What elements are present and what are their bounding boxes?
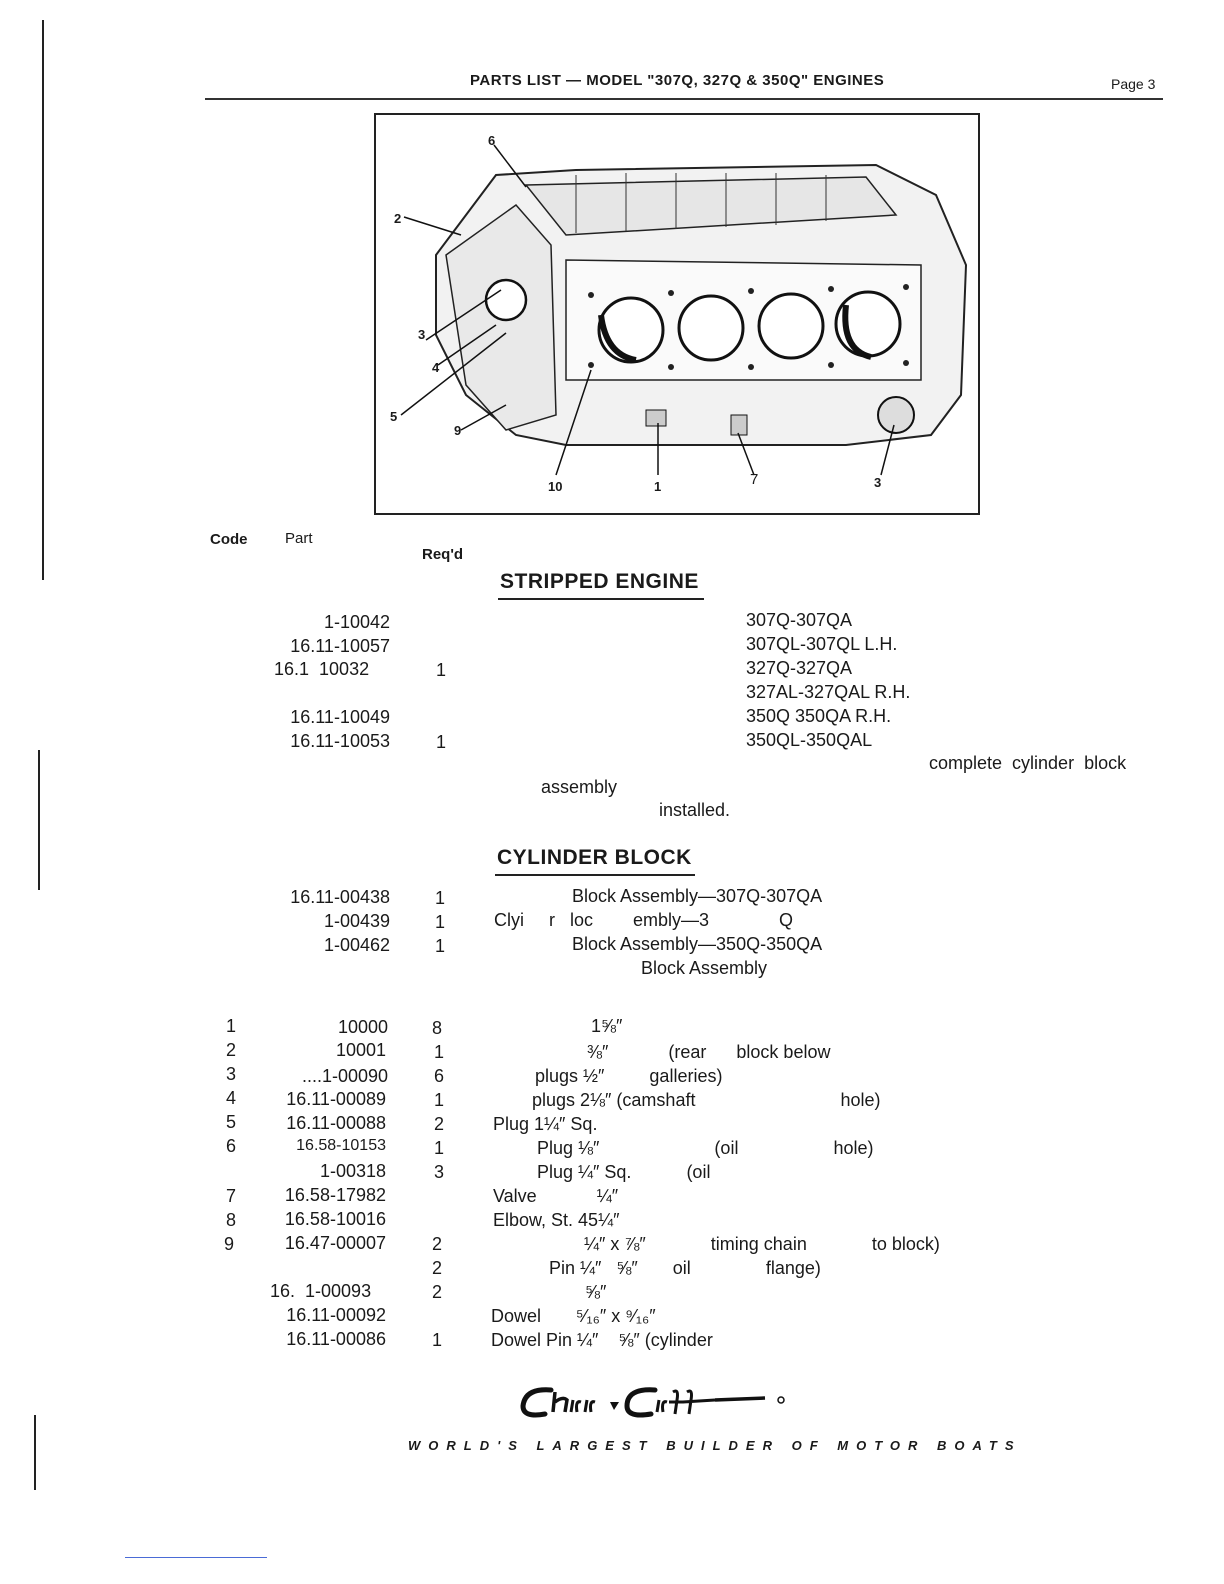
model-name: 350QL-350QAL xyxy=(746,730,873,750)
qty-required: 1 xyxy=(435,912,446,932)
page-number: Page 3 xyxy=(1111,76,1156,92)
part-description: Block Assembly xyxy=(641,958,768,978)
qty-required: 6 xyxy=(434,1066,445,1086)
part-number: 16.1 10032 xyxy=(274,659,370,679)
part-number: 10000 xyxy=(337,1017,388,1037)
part-number: 16.11-10049 xyxy=(290,707,390,727)
item-code: 5 xyxy=(226,1112,237,1132)
qty-required: 2 xyxy=(432,1234,443,1254)
qty-required: 2 xyxy=(432,1258,443,1278)
qty-required: 3 xyxy=(434,1162,445,1182)
part-description: Clyi r loc embly—3 Q xyxy=(494,910,794,930)
model-name: 350Q 350QA R.H. xyxy=(746,706,892,726)
part-description: Elbow, St. 45¼″ xyxy=(493,1210,620,1230)
part-number: 16. 1-00093 xyxy=(270,1281,372,1301)
qty-required: 1 xyxy=(436,660,447,680)
engine-block-illustration xyxy=(376,115,978,513)
part-number: 16.11-10053 xyxy=(290,731,390,751)
item-code: 8 xyxy=(226,1210,237,1230)
item-code: 2 xyxy=(226,1040,237,1060)
part-number: 16.11-10057 xyxy=(290,636,390,656)
callout-3-rear: 3 xyxy=(874,475,882,490)
model-name: 327Q-327QA xyxy=(746,658,853,678)
section-underline xyxy=(498,598,704,600)
column-header-code: Code xyxy=(210,531,248,548)
qty-required: 1 xyxy=(432,1330,443,1350)
callout-10: 10 xyxy=(548,479,563,494)
item-code: 4 xyxy=(226,1088,237,1108)
part-description: plugs 2⅛″ (camshaft hole) xyxy=(532,1090,881,1110)
part-number: 16.11-00088 xyxy=(286,1113,386,1133)
callout-4: 4 xyxy=(432,360,440,375)
callout-7: 7 xyxy=(750,471,759,488)
scan-margin-line xyxy=(38,750,40,890)
callout-6: 6 xyxy=(488,133,496,148)
callout-1: 1 xyxy=(654,479,662,494)
item-code: 3 xyxy=(226,1064,237,1084)
part-number: 1-00462 xyxy=(323,935,390,955)
logo-script-mark xyxy=(515,1378,795,1424)
stripped-engine-note: installed. xyxy=(659,800,731,820)
header-rule xyxy=(205,98,1163,100)
item-code: 1 xyxy=(226,1016,237,1036)
part-number: 16.58-10016 xyxy=(284,1209,386,1229)
scan-margin-line xyxy=(42,20,44,580)
model-name: 307QL-307QL L.H. xyxy=(746,634,898,654)
part-description: 1⅝″ xyxy=(591,1016,623,1036)
item-code: 6 xyxy=(226,1136,237,1156)
section-title-stripped-engine: STRIPPED ENGINE xyxy=(500,570,699,593)
part-number: 10001 xyxy=(335,1040,386,1060)
part-number: 1-10042 xyxy=(323,612,390,632)
stripped-engine-note: assembly xyxy=(541,777,618,797)
part-description: Plug ⅛″ (oil hole) xyxy=(537,1138,874,1158)
qty-required: 1 xyxy=(436,732,447,752)
qty-required: 2 xyxy=(434,1114,445,1134)
part-number: 1-00439 xyxy=(323,911,390,931)
chris-craft-logo xyxy=(515,1378,795,1424)
part-description: Dowel ⁵⁄₁₆″ x ⁹⁄₁₆″ xyxy=(491,1306,656,1326)
part-description: Block Assembly—350Q-350QA xyxy=(572,934,823,954)
callout-5: 5 xyxy=(390,409,398,424)
stripped-engine-note: complete cylinder block xyxy=(929,753,1127,773)
column-header-part: Part xyxy=(285,530,313,547)
part-description: ⅜″ (rear block below xyxy=(587,1042,831,1062)
part-description: Block Assembly—307Q-307QA xyxy=(572,886,823,906)
model-name: 327AL-327QAL R.H. xyxy=(746,682,911,702)
part-description: Pin ¼″ ⅝″ oil flange) xyxy=(549,1258,821,1278)
part-number: 16.11-00086 xyxy=(286,1329,386,1349)
qty-required: 1 xyxy=(434,1090,445,1110)
page-header-title: PARTS LIST — MODEL "307Q, 327Q & 350Q" ENGINES xyxy=(470,72,885,89)
part-number: 16.58-17982 xyxy=(284,1185,386,1205)
qty-required: 1 xyxy=(434,1138,445,1158)
qty-required: 2 xyxy=(432,1282,443,1302)
item-code: 9 xyxy=(224,1234,235,1254)
part-description: ⅝″ xyxy=(585,1282,607,1302)
scan-margin-line xyxy=(34,1415,36,1490)
part-number: 16.11-00438 xyxy=(290,887,390,907)
part-number: 16.11-00092 xyxy=(286,1305,386,1325)
part-description: Plug ¼″ Sq. (oil xyxy=(537,1162,711,1182)
qty-required: 1 xyxy=(434,1042,445,1062)
part-number: ....1-00090 xyxy=(301,1066,388,1086)
part-number: 16.47-00007 xyxy=(284,1233,386,1253)
callout-3-front: 3 xyxy=(418,327,426,342)
part-number: 16.11-00089 xyxy=(286,1089,386,1109)
section-underline xyxy=(495,874,695,876)
engine-block-figure xyxy=(374,113,980,515)
footer-tagline: WORLD'S LARGEST BUILDER OF MOTOR BOATS xyxy=(408,1438,1022,1453)
scan-bottom-link-line xyxy=(125,1557,267,1558)
part-description: ¼″ x ⅞″ timing chain to block) xyxy=(584,1234,940,1254)
callout-2: 2 xyxy=(394,211,402,226)
part-number: 16.58-10153 xyxy=(296,1137,386,1154)
part-description: Plug 1¼″ Sq. xyxy=(493,1114,598,1134)
part-description: plugs ½″ galleries) xyxy=(535,1066,723,1086)
logo-text xyxy=(515,1378,520,1379)
part-description: Dowel Pin ¼″ ⅝″ (cylinder xyxy=(491,1330,713,1350)
section-title-cylinder-block: CYLINDER BLOCK xyxy=(497,846,692,869)
qty-required: 8 xyxy=(432,1018,443,1038)
part-number: 1-00318 xyxy=(319,1161,386,1181)
part-description: Valve ¼″ xyxy=(493,1186,619,1206)
qty-required: 1 xyxy=(435,936,446,956)
qty-required: 1 xyxy=(435,888,446,908)
item-code: 7 xyxy=(226,1186,237,1206)
column-header-reqd: Req'd xyxy=(422,546,464,563)
callout-9: 9 xyxy=(454,423,462,438)
model-name: 307Q-307QA xyxy=(746,610,853,630)
